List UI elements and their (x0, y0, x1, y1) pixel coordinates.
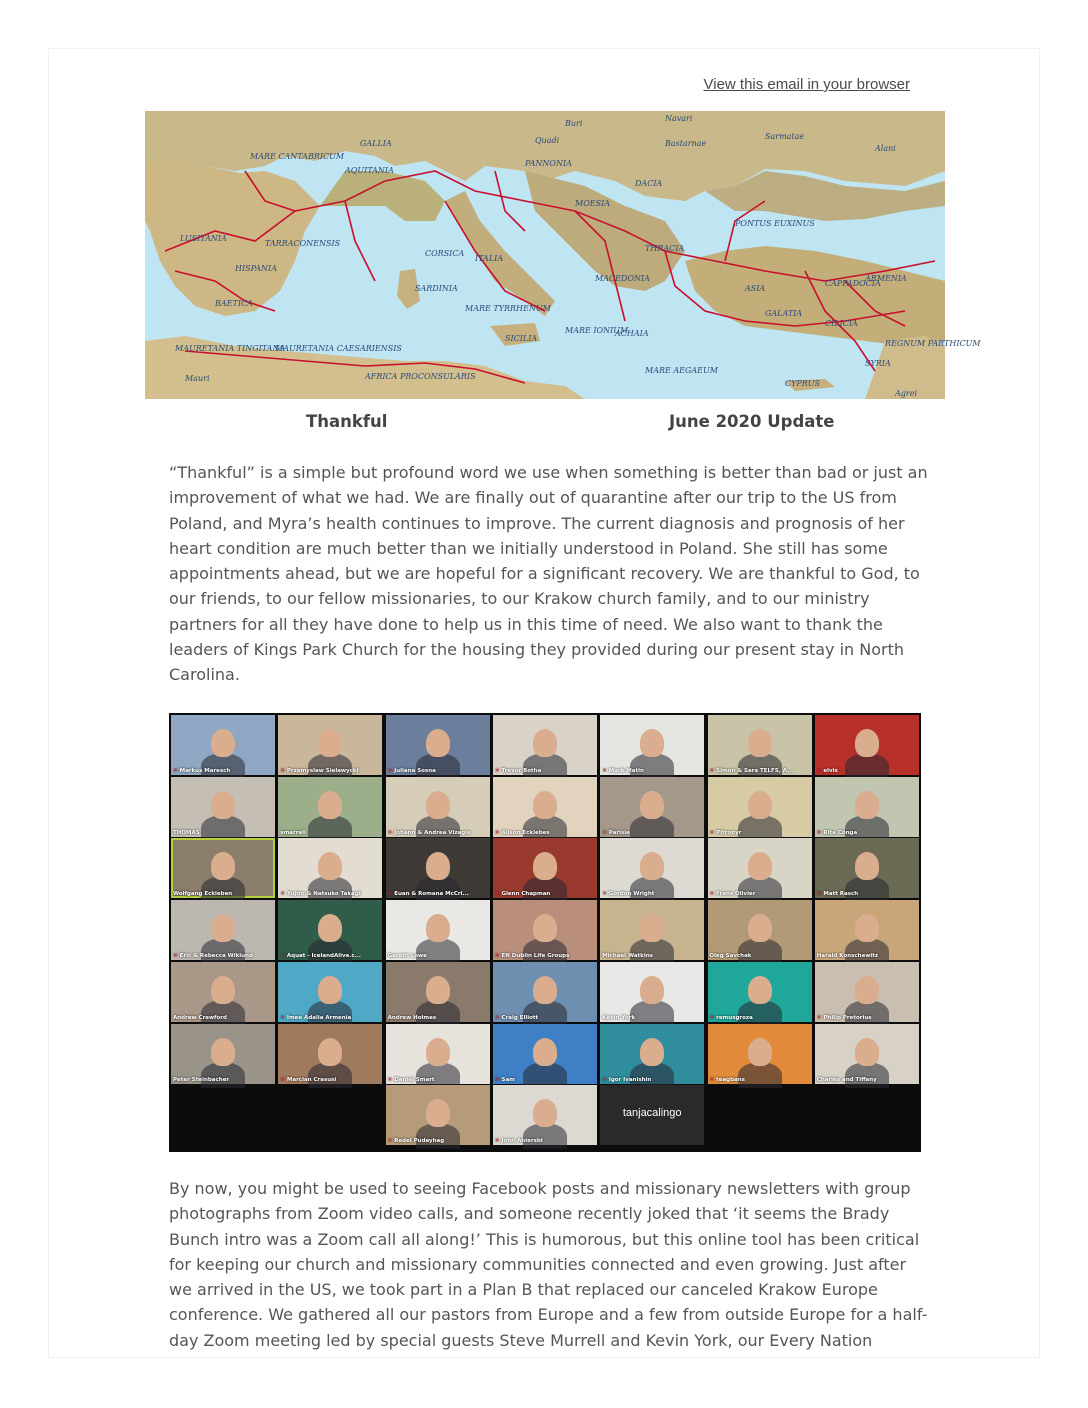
map-label: Alani (875, 144, 896, 153)
participant-tile[interactable] (386, 1085, 490, 1145)
participant-name-text: Mark Matin (608, 768, 644, 774)
participant-name (817, 1015, 872, 1021)
participant-name (280, 891, 360, 897)
participant-tile[interactable] (708, 715, 812, 775)
muted-mic-icon: ✕ (709, 891, 715, 898)
participant-face (748, 914, 772, 942)
participant-name (173, 1015, 227, 1021)
participant-tile[interactable] (815, 715, 919, 775)
muted-mic-icon: ✕ (602, 891, 607, 898)
zoom-call-grid (169, 713, 921, 1152)
map-label: SYRIA (865, 359, 891, 368)
participant-tile[interactable] (600, 777, 704, 837)
map-label: HISPANIA (235, 264, 277, 273)
participant-tile[interactable] (278, 715, 382, 775)
participant-name-text: elvis (823, 768, 838, 774)
participant-tile[interactable] (493, 715, 597, 775)
map-label: MAURETANIA TINGITANA (175, 344, 286, 353)
participant-face (211, 791, 235, 819)
participant-name-text: Euan & Romana McCri... (394, 891, 469, 898)
participant-tile[interactable] (815, 777, 919, 837)
participant-name (280, 953, 361, 959)
second-paragraph: By now, you might be used to seeing Facebook posts and missionary newsletters with group photographs from Zoom video calls, and someone recently joked that ‘it seems the Brady Bunch intro was a Zoom call all along!’ This is humorous, but this online tool has been critical for keeping our church and missionary communities connected and even growing. Just after we arrived in the US, we took part in a Plan B that replaced our canceled Krakow Europe conference. We gathered all our pastors from Europe and a few from outside Europe for a half-day Zoom meeting led by special guests Steve Murrell and Kevin York, our Every Nation (169, 1179, 928, 1350)
participant-name (710, 768, 794, 774)
participant-name (495, 768, 541, 774)
muted-mic-icon: ✕ (709, 829, 715, 836)
map-label: Bastarnae (665, 139, 707, 148)
participant-face (426, 914, 450, 942)
participant-name-text: Gordon Wright (608, 891, 655, 898)
participant-tile[interactable] (278, 1024, 382, 1084)
participant-tile[interactable] (493, 777, 597, 837)
participant-face (318, 852, 342, 880)
participant-name (495, 1015, 538, 1021)
muted-mic-icon: ✕ (816, 891, 822, 898)
participant-face (426, 1099, 450, 1127)
muted-mic-icon: ✕ (387, 768, 393, 774)
participant-tile[interactable] (708, 838, 812, 898)
participant-tile[interactable] (278, 777, 382, 837)
map-label: Agrei (895, 389, 918, 398)
headline-right: June 2020 Update (669, 412, 835, 431)
participant-face (533, 1099, 557, 1127)
participant-video (201, 876, 245, 902)
participant-face (318, 729, 342, 757)
muted-mic-icon: ✕ (387, 1076, 393, 1083)
map-label: CILICIA (825, 319, 858, 328)
participant-face (533, 914, 557, 942)
participant-name (817, 891, 858, 897)
participant-name (173, 1077, 229, 1083)
participant-tile[interactable] (171, 900, 275, 960)
participant-name (710, 891, 756, 897)
participant-face (855, 729, 879, 757)
participant-tile[interactable] (493, 1085, 597, 1145)
map-label: CORSICA (425, 249, 465, 258)
muted-mic-icon: ✕ (709, 1076, 715, 1083)
participant-name-text: Redel Pudayhag (394, 1138, 445, 1145)
participant-name-text: Wolfgang Eckleben (173, 891, 233, 898)
map-label: AQUITANIA (345, 166, 394, 175)
participant-name (495, 1138, 543, 1144)
participant-face (426, 791, 450, 819)
participant-video (416, 876, 460, 902)
participant-tile[interactable] (386, 715, 490, 775)
participant-name (280, 1015, 351, 1021)
participant-name-text: Andrew Crawford (173, 1014, 227, 1021)
participant-name-text: THOMAS (173, 829, 200, 836)
participant-name-text: remusgroza (716, 1014, 753, 1021)
participant-face (318, 791, 342, 819)
map-label: ASIA (745, 284, 766, 293)
muted-mic-icon: ✕ (387, 829, 393, 836)
participant-name (710, 1077, 745, 1083)
map-label: LUSITANIA (180, 234, 227, 243)
participant-tile[interactable] (493, 838, 597, 898)
participant-face (855, 914, 879, 942)
muted-mic-icon: ✕ (494, 768, 500, 774)
participant-name-text: Matt Rasch (823, 891, 859, 898)
participant-name (817, 830, 857, 836)
participant-name-text: John Aniersbi (501, 1138, 543, 1145)
map-label: SARDINIA (415, 284, 458, 293)
participant-name-text: Gareth Lowe (387, 953, 427, 960)
participant-tile[interactable] (600, 1024, 704, 1084)
participant-video (630, 876, 674, 902)
participant-tile[interactable] (386, 900, 490, 960)
participant-name (388, 830, 471, 836)
participant-name-text: Parisie (608, 829, 630, 836)
map-label: MARE TYRRHENUM (465, 304, 551, 313)
participant-tile[interactable] (386, 777, 490, 837)
muted-mic-icon: ✕ (494, 1138, 500, 1145)
participant-name-text: Yujiro & Natsuko Takagi (286, 891, 361, 898)
participant-tile[interactable] (278, 900, 382, 960)
participant-tile[interactable] (171, 962, 275, 1022)
map-label: ACHAIA (615, 329, 649, 338)
participant-name (602, 891, 654, 897)
participant-face (426, 729, 450, 757)
participant-tile[interactable] (171, 838, 275, 898)
participant-name-text: Aquat - IcelandAlive.c... (286, 953, 361, 960)
participant-name-text: Frans Olivier (716, 891, 756, 898)
participant-tile[interactable] (600, 1085, 704, 1145)
participant-face (533, 791, 557, 819)
participant-name-text: Markus Maresch (179, 768, 231, 774)
participant-face (426, 1038, 450, 1066)
participant-name-text: Daniel Smart (394, 1076, 435, 1083)
participant-face (855, 1038, 879, 1066)
participant-name (495, 1077, 515, 1083)
map-label: MACEDONIA (595, 274, 650, 283)
view-in-browser-link[interactable]: View this email in your browser (703, 76, 910, 93)
participant-name-text: Igor Ivanishin (608, 1076, 652, 1083)
map-label: BAETICA (215, 299, 253, 308)
participant-name (602, 830, 630, 836)
participant-tile[interactable] (386, 1024, 490, 1084)
participant-name (173, 830, 200, 836)
participant-tile[interactable] (708, 962, 812, 1022)
participant-face (318, 914, 342, 942)
headline-left: Thankful (306, 412, 388, 431)
participant-name (602, 953, 653, 959)
participant-name-text: Philip Pretorius (823, 1014, 872, 1021)
participant-face (533, 852, 557, 880)
muted-mic-icon: ✕ (280, 1076, 285, 1083)
participant-tile[interactable] (171, 715, 275, 775)
intro-paragraph: “Thankful” is a simple but profound word we use when something is better than bad or just an improvement of what we had. We are finally out of quarantine after our trip to the US from Poland, and Myra’s health continues to improve. The current diagnosis and prognosis of her heart condition are much better than we initially understood in Poland. She still has some appointments ahead, but we are hopeful for a significant recovery. We are thankful to God, to our friends, to our fellow missionaries, to our Krakow church family, and to our ministry partners for all they have done to help us in this time of need. We also want to thank the leaders of Kings Park Church for the housing they provided during our present stay in North Carolina. (169, 463, 928, 685)
participant-face (855, 976, 879, 1004)
participant-face (640, 729, 664, 757)
muted-mic-icon: ✕ (387, 1138, 393, 1145)
participant-face (426, 852, 450, 880)
participant-tile[interactable] (600, 962, 704, 1022)
participant-name (173, 891, 232, 897)
map-illustration (145, 111, 981, 399)
participant-name (602, 1077, 651, 1083)
muted-mic-icon: ✕ (816, 768, 822, 774)
map-label: ITALIA (475, 254, 504, 263)
muted-mic-icon: ✕ (387, 891, 393, 898)
participant-name (710, 953, 752, 959)
participant-name-text: Peter Steinbacher (173, 1076, 230, 1083)
participant-name-text: Glenn Chapman (501, 891, 551, 898)
participant-name (388, 1138, 445, 1144)
participant-name-text: Oleg Savchak (709, 953, 752, 960)
participant-face (318, 1038, 342, 1066)
map-label: MARE CANTABRICUM (250, 152, 345, 161)
muted-mic-icon: ✕ (494, 891, 500, 898)
participant-face (748, 791, 772, 819)
participant-name (280, 830, 306, 836)
muted-mic-icon: ✕ (816, 829, 822, 836)
participant-name (388, 1077, 435, 1083)
participant-tile[interactable] (708, 777, 812, 837)
participant-tile[interactable] (386, 962, 490, 1022)
map-label: MAURETANIA CAESARIENSIS (275, 344, 402, 353)
participant-face (748, 976, 772, 1004)
participant-tile[interactable] (708, 900, 812, 960)
participant-name (817, 768, 838, 774)
map-label: ARMENIA (865, 274, 907, 283)
participant-tile[interactable] (600, 715, 704, 775)
muted-mic-icon: ✕ (280, 953, 285, 960)
participant-name (495, 891, 550, 897)
participant-tile[interactable] (386, 838, 490, 898)
map-label: SICILIA (505, 334, 538, 343)
participant-tile[interactable] (493, 962, 597, 1022)
participant-name-text: EN Dublin Life Groups (501, 953, 570, 960)
participant-name (602, 1015, 635, 1021)
participant-name (817, 953, 878, 959)
map-label: GALLIA (360, 139, 392, 148)
participant-name-text: Andrew Holmes (387, 1014, 437, 1021)
participant-tile[interactable] (815, 1024, 919, 1084)
map-label: GALATIA (765, 309, 803, 318)
participant-face (211, 914, 235, 942)
participant-tile[interactable] (493, 1024, 597, 1084)
map-label: Navari (665, 114, 693, 123)
participant-name (388, 768, 436, 774)
participant-video (738, 876, 782, 902)
map-label: CYPRUS (785, 379, 821, 388)
participant-face (640, 852, 664, 880)
muted-mic-icon: ✕ (494, 1076, 500, 1083)
participant-name-text: Imee Adalia Armenia (286, 1014, 352, 1021)
map-label: PONTUS EUXINUS (735, 219, 815, 228)
map-label: REGNUM PARTHICUM (885, 339, 981, 348)
participant-tile[interactable] (171, 1024, 275, 1084)
participant-name (602, 768, 644, 774)
participant-face (426, 976, 450, 1004)
participant-name-text: Charles and Tiffany (816, 1076, 877, 1083)
participant-face (748, 729, 772, 757)
map-label: Sarmatae (765, 132, 805, 141)
muted-mic-icon: ✕ (494, 1014, 500, 1021)
map-label: PANNONIA (525, 159, 572, 168)
participant-name-text: teagbans (716, 1076, 745, 1083)
participant-face (640, 914, 664, 942)
participant-name: tanjacalingo (622, 1107, 682, 1120)
participant-name-text: Rita Conga (823, 829, 858, 836)
participant-video (523, 1123, 567, 1149)
participant-tile[interactable] (600, 838, 704, 898)
participant-tile[interactable] (815, 962, 919, 1022)
participant-face (211, 852, 235, 880)
participant-face (211, 1038, 235, 1066)
muted-mic-icon: ✕ (602, 829, 607, 836)
participant-name (817, 1077, 877, 1083)
participant-face (533, 976, 557, 1004)
participant-tile[interactable] (278, 962, 382, 1022)
participant-name (710, 830, 742, 836)
muted-mic-icon: ✕ (816, 1014, 822, 1021)
participant-tile[interactable] (278, 838, 382, 898)
muted-mic-icon: ✕ (494, 829, 500, 836)
muted-mic-icon: ✕ (602, 768, 607, 774)
participant-tile[interactable] (600, 900, 704, 960)
participant-video (845, 876, 889, 902)
participant-video (308, 876, 352, 902)
participant-name-text: Michael Watkins (602, 953, 653, 960)
participant-face (855, 791, 879, 819)
participant-name (388, 1015, 437, 1021)
participant-face (640, 1038, 664, 1066)
participant-name-text: Craig Elliott (501, 1014, 539, 1021)
muted-mic-icon: ✕ (602, 1076, 607, 1083)
muted-mic-icon: ✕ (494, 953, 500, 960)
map-label: AFRICA PROCONSULARIS (365, 372, 476, 381)
map-label: DACIA (635, 179, 663, 188)
participant-name-text: Eric & Rebecca Wiklund (179, 953, 253, 960)
participant-name-text: smarrell (280, 829, 306, 836)
participant-name (173, 953, 253, 959)
muted-mic-icon: ✕ (173, 768, 178, 774)
participant-video (416, 1123, 460, 1149)
participant-face (640, 976, 664, 1004)
participant-name-text: Trevor Botha (501, 768, 542, 774)
map-label: TARRACONENSIS (265, 239, 341, 248)
muted-mic-icon: ✕ (280, 768, 285, 774)
muted-mic-icon: ✕ (709, 768, 715, 774)
map-label: MOESIA (575, 199, 611, 208)
participant-name-text: Alison Ecklebes (501, 829, 550, 836)
participant-face (533, 1038, 557, 1066)
participant-name (710, 1015, 753, 1021)
roman-empire-map (145, 111, 981, 399)
participant-name-text: Simon & Sara TELFS, A... (716, 768, 794, 774)
muted-mic-icon: ✕ (173, 953, 178, 960)
participant-name-text: Pitropyr (716, 829, 742, 836)
participant-video (523, 876, 567, 902)
muted-mic-icon: ✕ (280, 891, 285, 898)
map-label: Quadi (535, 136, 560, 145)
map-label: Mauri (185, 374, 210, 383)
participant-name (495, 830, 550, 836)
participant-name-text: Sam (501, 1076, 515, 1083)
participant-name-text: Marcian Crasusi (286, 1076, 337, 1083)
map-label: Buri (565, 119, 583, 128)
participant-name-text: Kevin York (602, 1014, 636, 1021)
map-label: MARE AEGAEUM (645, 366, 718, 375)
participant-tile[interactable] (171, 777, 275, 837)
participant-name (388, 953, 427, 959)
participant-name-text: Johann & Andrea Vizagie (394, 829, 471, 836)
participant-name (280, 768, 358, 774)
participant-name-text: Przemyslaw Sielawycki (286, 768, 359, 774)
muted-mic-icon: ✕ (280, 1014, 285, 1021)
participant-face (748, 1038, 772, 1066)
participant-name (173, 768, 230, 774)
participant-face (533, 729, 557, 757)
participant-face (211, 976, 235, 1004)
participant-name-text: Juliana Sosna (394, 768, 436, 774)
map-label: MARE IONIUM (565, 326, 629, 335)
participant-face (211, 729, 235, 757)
participant-tile[interactable] (815, 900, 919, 960)
participant-face (855, 852, 879, 880)
map-label: CAPPADOCIA (825, 279, 881, 288)
participant-tile[interactable] (493, 900, 597, 960)
participant-tile[interactable] (708, 1024, 812, 1084)
participant-face (748, 852, 772, 880)
participant-face (318, 976, 342, 1004)
map-label: THRACIA (645, 244, 685, 253)
participant-face (640, 791, 664, 819)
participant-name-text: Harald Konschewitz (816, 953, 879, 960)
muted-mic-icon: ✕ (709, 1014, 715, 1021)
participant-name (388, 891, 469, 897)
participant-name (495, 953, 569, 959)
participant-name (280, 1077, 336, 1083)
participant-tile[interactable] (815, 838, 919, 898)
